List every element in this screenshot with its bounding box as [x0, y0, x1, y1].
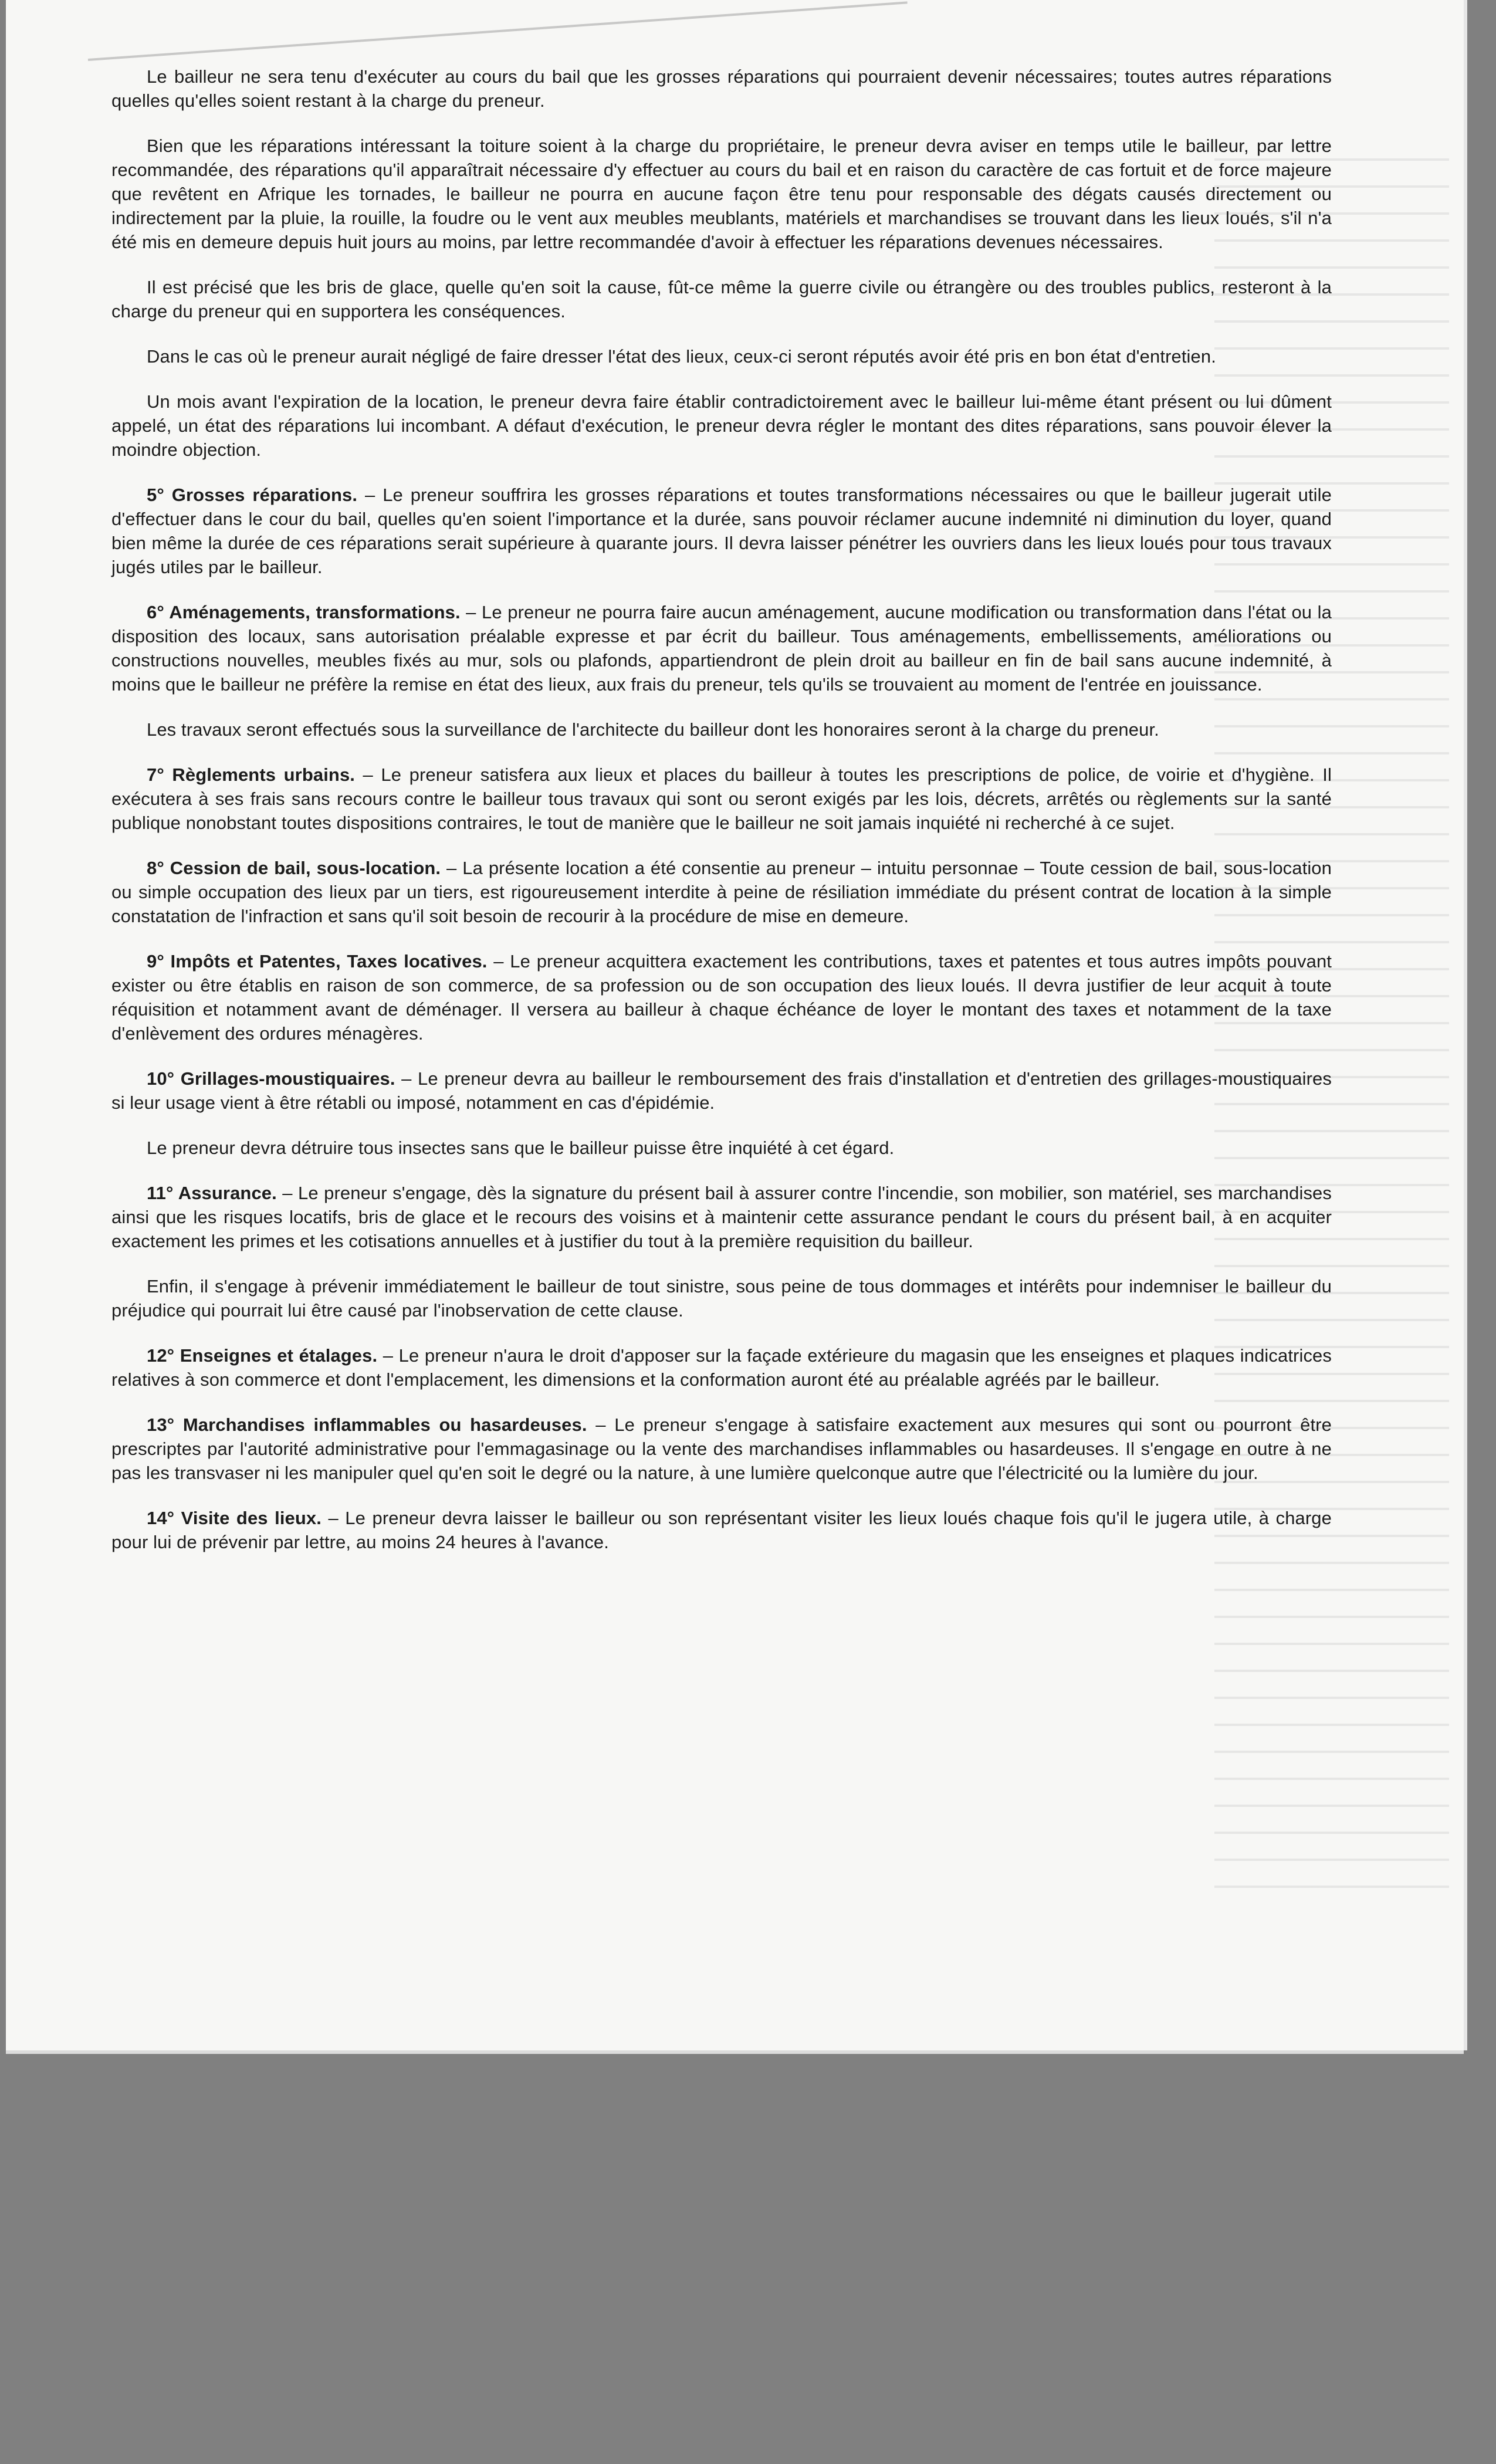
paragraph-p9	[111, 763, 1332, 835]
paragraph-text: – Le preneur s'engage à satisfaire exactement aux mesures qui sont ou pourront être prescriptes par l'autorité administrative pour l'emmagasinage ou la vente des marchandises inflammables ou hasardeuses. Il s'engage en outre à ne pas les transvaser ni les manipuler quel qu'en soit le degré ou la nature, à une lumière quelconque autre que l'électricité ou la lumière du jour.	[111, 1414, 1332, 1483]
clause-heading: 9° Impôts et Patentes, Taxes locatives.	[147, 951, 488, 972]
paragraph-p18	[111, 1506, 1332, 1554]
paragraph-p14	[111, 1181, 1332, 1253]
paragraph-text: Un mois avant l'expiration de la location, le preneur devra faire établir contradictoirement avec le bailleur lui-même étant présent ou lui dûment appelé, un état des réparations lui incombant. A défaut d'exécution, le preneur devra régler le montant des dites réparations, sans pouvoir élever la moindre objection.	[111, 391, 1332, 460]
paragraph-p6	[111, 483, 1332, 579]
paragraph-text: – Le preneur s'engage, dès la signature du présent bail à assurer contre l'incendie, son mobilier, son matériel, ses marchandises ainsi que les risques locatifs, bris de glace et le recours des voisins et à maintenir cette assurance pendant le cours du présent bail, à en acquiter exactement les primes et les cotisations annuelles et à justifier du tout à la première requisition du bailleur.	[111, 1183, 1332, 1251]
paragraph-p8	[111, 717, 1332, 742]
scanned-page	[6, 0, 1464, 2050]
paragraph-text: – Le preneur devra laisser le bailleur ou son représentant visiter les lieux loués chaque fois qu'il le jugera utile, à charge pour lui de prévenir par lettre, au moins 24 heures à l'avance.	[111, 1508, 1332, 1552]
paragraph-p13	[111, 1136, 1332, 1160]
paragraph-p10	[111, 856, 1332, 928]
paragraph-p7	[111, 600, 1332, 696]
paragraph-p2	[111, 134, 1332, 254]
paragraph-text: Bien que les réparations intéressant la toiture soient à la charge du propriétaire, le preneur devra aviser en temps utile le bailleur, par lettre recommandée, des réparations qu'il apparaîtrait nécessaire d'y effectuer au cours du bail et en raison du caractère de cas fortuit et de force majeure que revêtent en Afrique les tornades, le bailleur ne pourra en aucune façon être tenu pour responsable des dégats causés directement ou indirectement par la pluie, la rouille, la foudre ou le vent aux meubles meublants, matériels et marchandises se trouvant dans les lieux loués, s'il n'a été mis en demeure depuis huit jours au moins, par lettre recommandée d'avoir à effectuer les réparations devenues nécessaires.	[111, 136, 1332, 252]
paragraph-p4	[111, 344, 1332, 368]
clause-heading: 12° Enseignes et étalages.	[147, 1345, 378, 1366]
paragraph-text: Enfin, il s'engage à prévenir immédiatement le bailleur de tout sinistre, sous peine de tous dommages et intérêts pour indemniser le bailleur du préjudice qui pourrait lui être causé par l'inobservation de cette clause.	[111, 1276, 1332, 1321]
clause-heading: 11° Assurance.	[147, 1183, 277, 1203]
paragraph-text: – Le preneur souffrira les grosses réparations et toutes transformations nécessaires ou que le bailleur jugerait utile d'effectuer dans le cour du bail, quelles qu'en soient l'importance et la durée, sans pouvoir réclamer aucune indemnité ni diminution du loyer, quand bien même la durée de ces réparations serait supérieure à quarante jours. Il devra laisser pénétrer les ouvriers dans les lieux loués pour tous travaux jugés utiles par le bailleur.	[111, 485, 1332, 577]
scan-artifact	[88, 1, 908, 61]
paragraph-p12	[111, 1067, 1332, 1115]
clause-heading: 8° Cession de bail, sous-location.	[147, 858, 441, 878]
paragraph-p16	[111, 1343, 1332, 1392]
paragraph-text: Le bailleur ne sera tenu d'exécuter au cours du bail que les grosses réparations qui pourraient devenir nécessaires; toutes autres réparations quelles qu'elles soient restant à la charge du preneur.	[111, 66, 1332, 111]
clause-heading: 10° Grillages-moustiquaires.	[147, 1068, 395, 1089]
clause-heading: 14° Visite des lieux.	[147, 1508, 321, 1528]
paragraph-text: – Le preneur satisfera aux lieux et places du bailleur à toutes les prescriptions de police, de voirie et d'hygiène. Il exécutera à ses frais sans recours contre le bailleur tous travaux qui sont ou seront exigés par les lois, décrets, arrêtés ou règlements sur la santé publique nonobstant toutes dispositions contraires, le tout de manière que le bailleur ne soit jamais inquiété ni recherché à ce sujet.	[111, 764, 1332, 833]
paragraph-text: Dans le cas où le preneur aurait négligé de faire dresser l'état des lieux, ceux-ci seront réputés avoir été pris en bon état d'entretien.	[147, 346, 1216, 367]
paragraph-text: – Le preneur acquittera exactement les contributions, taxes et patentes et tous autres impôts pouvant exister ou être établis en raison de son commerce, de sa profession ou de son occupation des lieux loués. Il devra justifier de leur acquit à toute réquisition et notamment avant de déménager. Il versera au bailleur à chaque échéance de loyer le montant des taxes et notamment de la taxe d'enlèvement des ordures ménagères.	[111, 951, 1332, 1044]
clause-heading: 5° Grosses réparations.	[147, 485, 358, 505]
paragraph-text: – La présente location a été consentie au preneur – intuitu personnae – Toute cession de bail, sous-location ou simple occupation des lieux par un tiers, est rigoureusement interdite à peine de résiliation immédiate du présent contrat de location à la simple constatation de l'infraction et sans qu'il soit besoin de recourir à la procédure de mise en demeure.	[111, 858, 1332, 926]
paragraph-p11	[111, 949, 1332, 1045]
paragraph-p3	[111, 275, 1332, 323]
paragraph-p1	[111, 65, 1332, 113]
document-body	[111, 65, 1332, 1575]
clause-heading: 6° Aménagements, transformations.	[147, 602, 461, 622]
paragraph-text: – Le preneur n'aura le droit d'apposer sur la façade extérieure du magasin que les enseignes et plaques indicatrices relatives à son commerce et dont l'emplacement, les dimensions et la conformation auront été au préalable agréés par le bailleur.	[111, 1345, 1332, 1390]
clause-heading: 13° Marchandises inflammables ou hasardeuses.	[147, 1414, 587, 1435]
paragraph-p5	[111, 390, 1332, 462]
paragraph-text: Le preneur devra détruire tous insectes sans que le bailleur puisse être inquiété à cet égard.	[147, 1138, 895, 1158]
paragraph-text: – Le preneur ne pourra faire aucun aménagement, aucune modification ou transformation dans l'état ou la disposition des locaux, sans autorisation préalable expresse et par écrit du bailleur. Tous aménagements, embellissements, améliorations ou constructions nouvelles, meubles fixés au mur, sols ou plafonds, appartiendront de plein droit au bailleur en fin de bail sans aucune indemnité, à moins que le bailleur ne préfère la remise en état des lieux, aux frais du preneur, tels qu'ils se trouvaient au moment de l'entrée en jouissance.	[111, 602, 1332, 695]
paragraph-text: Il est précisé que les bris de glace, quelle qu'en soit la cause, fût-ce même la guerre civile ou étrangère ou des troubles publics, resteront à la charge du preneur qui en supportera les conséquences.	[111, 277, 1332, 321]
paragraph-p17	[111, 1413, 1332, 1485]
paragraph-text: – Le preneur devra au bailleur le remboursement des frais d'installation et d'entretien des grillages-moustiquaires si leur usage vient à être rétabli ou imposé, notamment en cas d'épidémie.	[111, 1068, 1332, 1113]
paragraph-text: Les travaux seront effectués sous la surveillance de l'architecte du bailleur dont les honoraires seront à la charge du preneur.	[147, 719, 1159, 740]
clause-heading: 7° Règlements urbains.	[147, 764, 356, 785]
paragraph-p15	[111, 1274, 1332, 1322]
